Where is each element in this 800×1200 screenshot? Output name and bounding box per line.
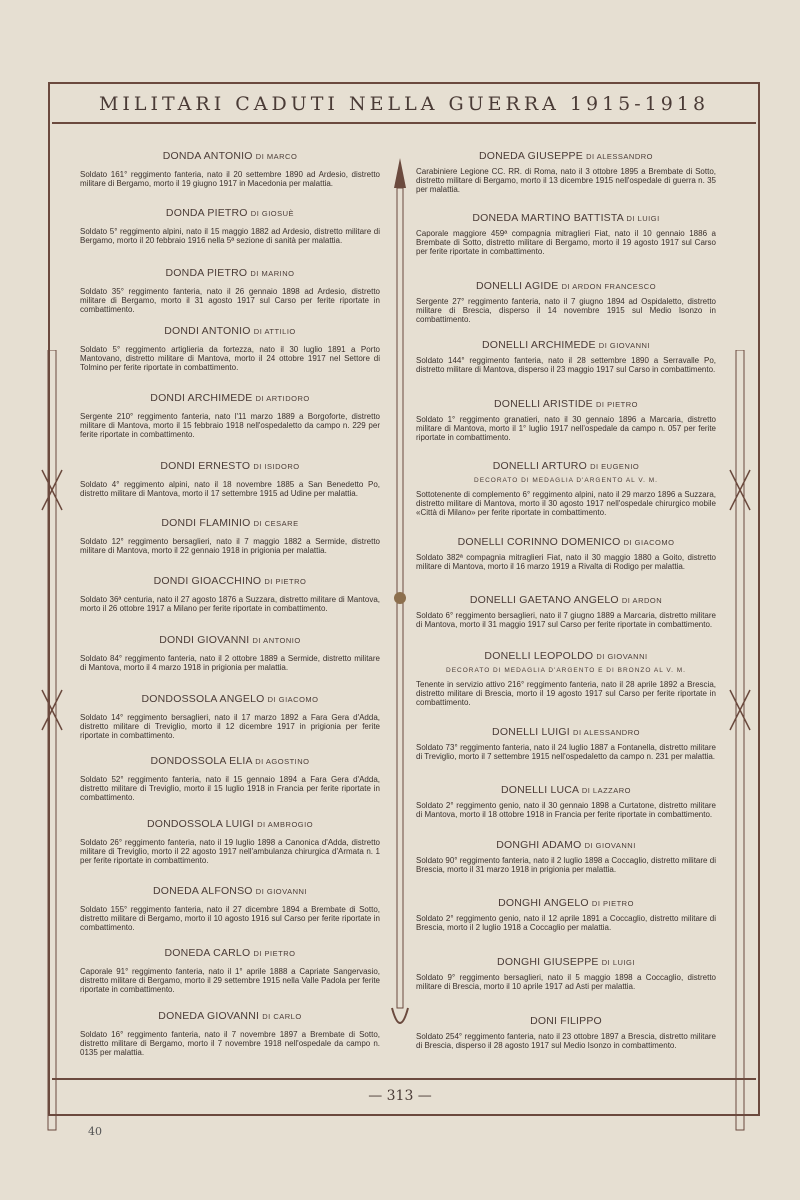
entry-text: Soldato 382ª compagnia mitraglieri Fiat, nato il 30 maggio 1880 a Goito, distretto militare di Mantova, morto il 16 marzo 1919 a Rivalta di Rodigo per malattia.: [416, 553, 716, 572]
entry-text: Soldato 16° reggimento fanteria, nato il 7 novembre 1897 a Brembate di Sotto, distretto militare di Bergamo, morto il 7 novembre 1918 nell'ospedale da campo n. 0135 per malattia.: [80, 1030, 380, 1058]
entry-name: DONELLI LEOPOLDO DI GIOVANNI: [484, 650, 648, 662]
entry-name: DONELLI CORINNO DOMENICO DI GIACOMO: [457, 536, 675, 548]
entry-name: DONDI ERNESTO DI ISIDORO: [160, 460, 300, 472]
right-pole-icon: [726, 350, 754, 1150]
entry-text: Soldato 14° reggimento bersaglieri, nato il 17 marzo 1892 a Fara Gera d'Adda, distretto militare di Treviglio, morto il 12 dicembre 1917 in prigionia per ferite riportate in combattimento.: [80, 713, 380, 741]
entry: [80, 634, 380, 672]
entry: [416, 460, 716, 518]
entry-text: Soldato 144° reggimento fanteria, nato il 28 settembre 1890 a Serravalle Po, distretto militare di Mantova, disperso il 23 maggio 1917 sul Carso in combattimento.: [416, 356, 716, 375]
entry-name: DONELLI AGIDE DI ARDON FRANCESCO: [475, 280, 657, 292]
entry-name: DONI FILIPPO: [530, 1015, 602, 1027]
entry-name: DONEDA MARTINO BATTISTA DI LUIGI: [472, 212, 660, 224]
entry: [416, 839, 716, 874]
entry: [416, 784, 716, 819]
entry-text: Soldato 155° reggimento fanteria, nato il 27 dicembre 1894 a Brembate di Sotto, distretto militare di Bergamo, morto il 10 agosto 1916 sul Carso per ferite riportate in combattimento.: [80, 905, 380, 933]
entry-name: DONDI GIOVANNI DI ANTONIO: [159, 634, 301, 646]
entry-name: DONDI FLAMINIO DI CESARE: [161, 517, 299, 529]
entry-name: DONDA PIETRO DI GIOSUÈ: [165, 207, 295, 219]
entry: [416, 726, 716, 761]
entry: [80, 818, 380, 866]
page-title: MILITARI CADUTI NELLA GUERRA 1915-1918: [98, 93, 710, 115]
header-band: [52, 86, 756, 124]
entry-text: Soldato 4° reggimento alpini, nato il 18 novembre 1885 a San Benedetto Po, distretto militare di Mantova, morto il 17 settembre 1915 ad Udine per malattia.: [80, 480, 380, 499]
entry: [80, 325, 380, 373]
entry: [80, 460, 380, 498]
entry-text: Soldato 2° reggimento genio, nato il 30 gennaio 1898 a Curtatone, distretto militare di Mantova, morto il 18 ottobre 1918 in Francia per ferite riportate in combattimento.: [416, 801, 716, 820]
entry-name: DONDI GIOACCHINO DI PIETRO: [153, 575, 307, 587]
entry-name: DONELLI GAETANO ANGELO DI ARDON: [469, 594, 663, 606]
entry-text: Soldato 5° reggimento artiglieria da fortezza, nato il 30 luglio 1891 a Porto Mantovano, distretto militare di Mantova, morto il 24 ottobre 1917 nel Settore di Tolmino per ferite riportate in combattimento.: [80, 345, 380, 373]
entry-text: Soldato 161° reggimento fanteria, nato il 20 settembre 1890 ad Ardesio, distretto militare di Bergamo, morto il 19 giugno 1917 in Macedonia per malattia.: [80, 170, 380, 189]
entry-text: Sottotenente di complemento 6° reggimento alpini, nato il 29 marzo 1896 a Suzzara, distretto militare di Mantova, morto il 30 agosto 1917 nell'ospedale chirurgico mobile «Città di Milano» per ferite riportate in combattimento.: [416, 490, 716, 518]
entry: [80, 267, 380, 315]
entry-text: Soldato 73° reggimento fanteria, nato il 24 luglio 1887 a Fontanella, distretto militare di Treviglio, morto il 7 settembre 1915 nell'ospedaletto da campo n. 231 per malattia.: [416, 743, 716, 762]
entry: [416, 536, 716, 571]
entry-name: DONDA ANTONIO DI MARCO: [162, 150, 298, 162]
entry-name: DONELLI ARCHIMEDE DI GIOVANNI: [481, 339, 650, 351]
entry: [80, 693, 380, 741]
entry: [416, 594, 716, 629]
entry-text: Soldato 1° reggimento granatieri, nato il 30 gennaio 1896 a Marcaria, distretto militare di Mantova, morto il 1° luglio 1917 nell'ospedale da campo n. 057 per ferite riportate in combattimento.: [416, 415, 716, 443]
entry: [416, 1015, 716, 1050]
entry: [416, 650, 716, 708]
entry-text: Soldato 5° reggimento alpini, nato il 15 maggio 1882 ad Ardesio, distretto militare di Bergamo, morto il 20 febbraio 1916 nella 5ª sezione di sanità per malattia.: [80, 227, 380, 246]
entry-text: Soldato 9° reggimento bersaglieri, nato il 5 maggio 1898 a Coccaglio, distretto militare di Brescia, morto il 10 aprile 1917 ad Asti per malattia.: [416, 973, 716, 992]
entry-text: Soldato 35° reggimento fanteria, nato il 26 gennaio 1898 ad Ardesio, distretto militare di Bergamo, morto il 31 agosto 1917 sul Carso per ferite riportate in combattimento.: [80, 287, 380, 315]
entry-text: Sergente 210° reggimento fanteria, nato l'11 marzo 1889 a Borgoforte, distretto militare di Mantova, morto il 15 febbraio 1918 nell'ospedaletto da campo n. 229 per ferite riportate in combattimento.: [80, 412, 380, 440]
entry-name: DONDOSSOLA ANGELO DI GIACOMO: [141, 693, 319, 705]
entry-name: DONEDA CARLO DI PIETRO: [164, 947, 296, 959]
entry-text: Caporale maggiore 459ª compagnia mitraglieri Fiat, nato il 10 gennaio 1886 a Brembate di Sotto, distretto militare di Bergamo, morto il 19 agosto 1917 sul Carso per ferite riportate in combattimento.: [416, 229, 716, 257]
entry-name: DONEDA GIOVANNI DI CARLO: [158, 1010, 302, 1022]
entry-name: DONDI ARCHIMEDE DI ARTIDORO: [150, 392, 310, 404]
page-number: — 313 —: [368, 1088, 432, 1104]
entry-text: Soldato 6° reggimento bersaglieri, nato il 7 giugno 1889 a Marcaria, distretto militare di Mantova, morto il 31 maggio 1917 sul Carso per ferite riportate in combattimento.: [416, 611, 716, 630]
entry-text: Soldato 2° reggimento genio, nato il 12 aprile 1891 a Coccaglio, distretto militare di Brescia, morto il 2 luglio 1918 a Coccaglio per malattia.: [416, 914, 716, 933]
footer-rule: [52, 1078, 756, 1080]
entry-text: Soldato 26° reggimento fanteria, nato il 19 luglio 1898 a Canonica d'Adda, distretto militare di Treviglio, morto il 22 agosto 1917 nell'ambulanza chirurgica d'Armata n. 1 per ferite riportate in combattimento.: [80, 838, 380, 866]
entry-name: DONELLI ARISTIDE DI PIETRO: [493, 398, 639, 410]
entry-name: DONELLI LUIGI DI ALESSANDRO: [492, 726, 640, 738]
entry-text: Carabiniere Legione CC. RR. di Roma, nato il 3 ottobre 1895 a Brembate di Sotto, distretto militare di Bergamo, morto il 13 dicembre 1915 nell'ospedale di guerra n. 35 per malattia.: [416, 167, 716, 195]
entry: [80, 755, 380, 803]
entry-name: DONGHI ANGELO DI PIETRO: [498, 897, 634, 909]
entry: [416, 150, 716, 195]
entry-name: DONDI ANTONIO DI ATTILIO: [164, 325, 296, 337]
center-pole-icon: [391, 158, 409, 1038]
entry: [80, 947, 380, 995]
entry: [80, 207, 380, 245]
entry-name: DONEDA GIUSEPPE DI ALESSANDRO: [478, 150, 653, 162]
corner-number: 40: [88, 1125, 102, 1138]
entry-name: DONDOSSOLA LUIGI DI AMBROGIO: [146, 818, 314, 830]
entry-text: Soldato 12° reggimento bersaglieri, nato il 7 maggio 1882 a Sermide, distretto militare di Mantova, morto il 22 gennaio 1918 in prigionia per malattia.: [80, 537, 380, 556]
entry-text: Caporale 91° reggimento fanteria, nato il 1° aprile 1888 a Capriate Sangervasio, distretto militare di Bergamo, morto il 29 settembre 1915 nella Valle Padola per ferite riportate in combattimento.: [80, 967, 380, 995]
entry: [80, 150, 380, 188]
entry: [416, 212, 716, 257]
entry-name: DONGHI ADAMO DI GIOVANNI: [496, 839, 636, 851]
entry-text: Tenente in servizio attivo 216° reggimento fanteria, nato il 28 aprile 1892 a Brescia, distretto militare di Brescia, morto il 19 agosto 1917 sul Carso per ferite riportate in combattimento.: [416, 680, 716, 708]
entry: [80, 1010, 380, 1058]
entry: [416, 956, 716, 991]
entry-name: DONDOSSOLA ELIA DI AGOSTINO: [150, 755, 310, 767]
entry-text: Soldato 90° reggimento fanteria, nato il 2 luglio 1898 a Coccaglio, distretto militare di Brescia, morto il 31 marzo 1918 in prigionia per malattia.: [416, 856, 716, 875]
entry-text: Soldato 254° reggimento fanteria, nato il 23 ottobre 1897 a Brescia, distretto militare di Brescia, disperso il 28 agosto 1917 sul Medio Isonzo in combattimento.: [416, 1032, 716, 1051]
entry: [80, 885, 380, 933]
entry-name: DONELLI LUCA DI LAZZARO: [501, 784, 631, 796]
entry-text: Soldato 84° reggimento fanteria, nato il 2 ottobre 1889 a Sermide, distretto militare di Mantova, morto il 4 marzo 1918 in prigionia per malattia.: [80, 654, 380, 673]
entry: [416, 339, 716, 374]
entry: [80, 575, 380, 613]
entry-name: DONEDA ALFONSO DI GIOVANNI: [153, 885, 307, 897]
entry-text: Sergente 27° reggimento fanteria, nato il 7 giugno 1894 ad Ospidaletto, distretto militare di Brescia, disperso il 14 novembre 1915 sul Medio Isonzo in combattimento.: [416, 297, 716, 325]
left-pole-icon: [38, 350, 66, 1150]
entry-name: DONDA PIETRO DI MARINO: [165, 267, 295, 279]
entry-name: DONGHI GIUSEPPE DI LUIGI: [497, 956, 635, 968]
entry: [416, 897, 716, 932]
entry-name: DONELLI ARTURO DI EUGENIO: [492, 460, 640, 472]
entry-decoration: DECORATO DI MEDAGLIA D'ARGENTO E DI BRONZO AL V. M.: [446, 667, 686, 674]
entry-text: Soldato 52° reggimento fanteria, nato il 15 gennaio 1894 a Fara Gera d'Adda, distretto militare di Treviglio, morto il 15 luglio 1918 in Francia per ferite riportate in combattimento.: [80, 775, 380, 803]
entry: [80, 517, 380, 555]
entry-text: Soldato 36ª centuria, nato il 27 agosto 1876 a Suzzara, distretto militare di Mantova, morto il 26 ottobre 1917 a Milano per ferite riportate in combattimento.: [80, 595, 380, 614]
entry: [416, 398, 716, 443]
entry: [416, 280, 716, 325]
entry-decoration: DECORATO DI MEDAGLIA D'ARGENTO AL V. M.: [474, 477, 658, 484]
entry: [80, 392, 380, 440]
